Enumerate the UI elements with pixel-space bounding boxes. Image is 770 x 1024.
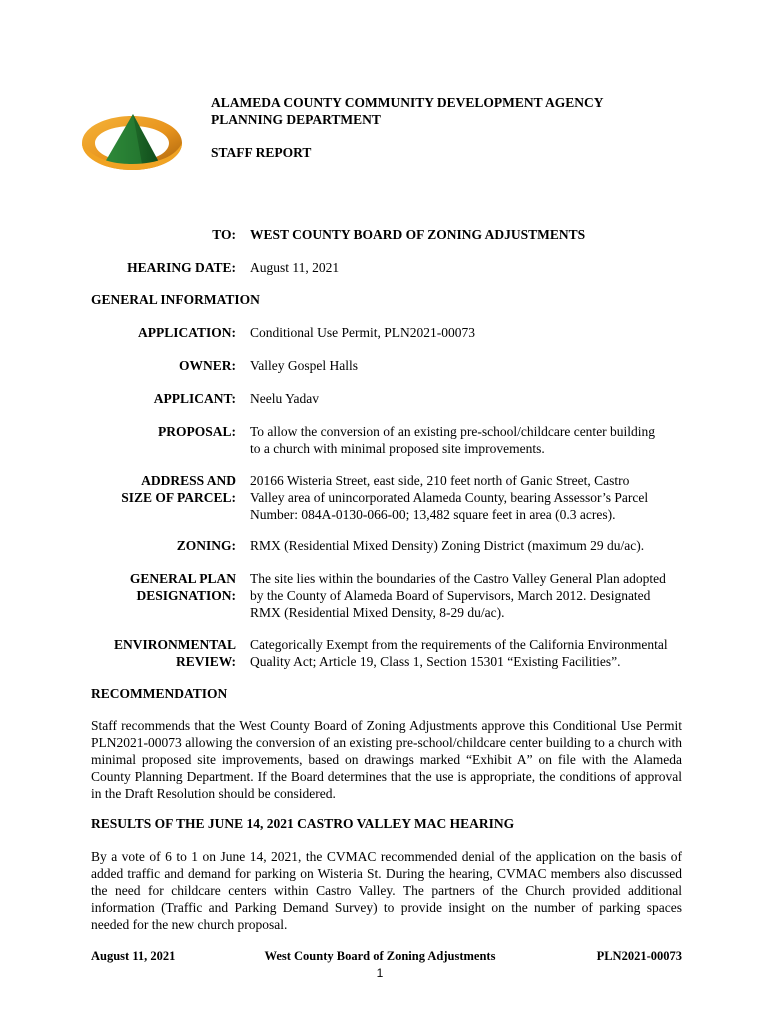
proposal-value bbox=[250, 423, 682, 457]
address-label-line: ADDRESS AND bbox=[141, 473, 236, 488]
footer-case-number: PLN2021-00073 bbox=[596, 949, 682, 963]
mac-hearing-paragraph: By a vote of 6 to 1 on June 14, 2021, the CVMAC recommended denial of the application on the basis of added traffic and demand for parking on Wisteria St. During the hearing, CVMAC members also discussed the need for childcare centers within Castro Valley. The partners of the Church provided additional information (Traffic and Parking Demand Survey) to provide insight on the number of parking spaces needed for the new church proposal. bbox=[91, 849, 682, 932]
address-line: 20166 Wisteria Street, east side, 210 feet north of Ganic Street, Castro bbox=[250, 473, 630, 488]
proposal-line: To allow the conversion of an existing pre-school/childcare center building bbox=[250, 424, 656, 439]
agency-name: ALAMEDA COUNTY COMMUNITY DEVELOPMENT AGENCY bbox=[211, 95, 604, 110]
owner-value: Valley Gospel Halls bbox=[250, 358, 358, 373]
proposal-label: PROPOSAL: bbox=[157, 424, 236, 439]
footer-board: West County Board of Zoning Adjustments bbox=[264, 949, 496, 963]
address-label-line: SIZE OF PARCEL: bbox=[121, 490, 236, 505]
mac-hearing-heading: RESULTS OF THE JUNE 14, 2021 CASTRO VALLEY MAC HEARING bbox=[91, 816, 515, 831]
department-name: PLANNING DEPARTMENT bbox=[211, 112, 381, 127]
report-type: STAFF REPORT bbox=[211, 145, 312, 160]
environmental-label-line: REVIEW: bbox=[175, 654, 236, 669]
zoning-label: ZONING: bbox=[176, 538, 236, 553]
owner-label: OWNER: bbox=[179, 358, 236, 373]
general-plan-line: The site lies within the boundaries of the Castro Valley General Plan adopted bbox=[250, 571, 666, 586]
footer-date: August 11, 2021 bbox=[91, 949, 176, 963]
to-label: TO: bbox=[212, 227, 236, 242]
address-line: Valley area of unincorporated Alameda County, bearing Assessor’s Parcel bbox=[250, 490, 649, 505]
environmental-line: Quality Act; Article 19, Class 1, Section 15301 “Existing Facilities”. bbox=[250, 654, 621, 669]
proposal-line: to a church with minimal proposed site improvements. bbox=[250, 441, 545, 456]
environmental-label-line: ENVIRONMENTAL bbox=[113, 637, 236, 652]
general-plan-label bbox=[130, 570, 236, 604]
report-header bbox=[211, 94, 604, 161]
general-plan-label-line: GENERAL PLAN bbox=[129, 571, 236, 586]
recommendation-heading: RECOMMENDATION bbox=[91, 686, 228, 701]
environmental-line: Categorically Exempt from the requirements of the California Environmental bbox=[250, 637, 668, 652]
general-information-heading: GENERAL INFORMATION bbox=[91, 292, 260, 307]
environmental-review-value bbox=[250, 636, 682, 670]
address-label bbox=[121, 472, 236, 506]
application-value: Conditional Use Permit, PLN2021-00073 bbox=[250, 325, 475, 340]
environmental-review-label bbox=[114, 636, 236, 670]
address-value bbox=[250, 472, 682, 523]
page-number: 1 bbox=[376, 966, 384, 980]
hearing-date-label: HEARING DATE: bbox=[127, 260, 236, 275]
general-plan-line: RMX (Residential Mixed Density, 8-29 du/ac). bbox=[250, 605, 505, 620]
hearing-date-value: August 11, 2021 bbox=[250, 260, 340, 275]
general-plan-line: by the County of Alameda Board of Supervisors, March 2012. Designated bbox=[250, 588, 651, 603]
address-line: Number: 084A-0130-066-00; 13,482 square feet in area (0.3 acres). bbox=[250, 507, 616, 522]
application-label: APPLICATION: bbox=[137, 325, 236, 340]
general-plan-label-line: DESIGNATION: bbox=[136, 588, 236, 603]
agency-logo-icon bbox=[80, 112, 184, 174]
general-plan-value bbox=[250, 570, 682, 621]
applicant-value: Neelu Yadav bbox=[250, 391, 319, 406]
zoning-value: RMX (Residential Mixed Density) Zoning District (maximum 29 du/ac). bbox=[250, 538, 645, 553]
to-value: WEST COUNTY BOARD OF ZONING ADJUSTMENTS bbox=[250, 227, 586, 242]
applicant-label: APPLICANT: bbox=[153, 391, 236, 406]
recommendation-paragraph: Staff recommends that the West County Board of Zoning Adjustments approve this Conditional Use Permit PLN2021-00073 allowing the conversion of an existing pre-school/childcare center building to a church with minimal proposed site improvements, based on drawings marked “Exhibit A” on file with the Alameda County Planning Department. If the Board determines that the use is appropriate, the conditions of approval in the Draft Resolution should be considered. bbox=[91, 718, 682, 801]
